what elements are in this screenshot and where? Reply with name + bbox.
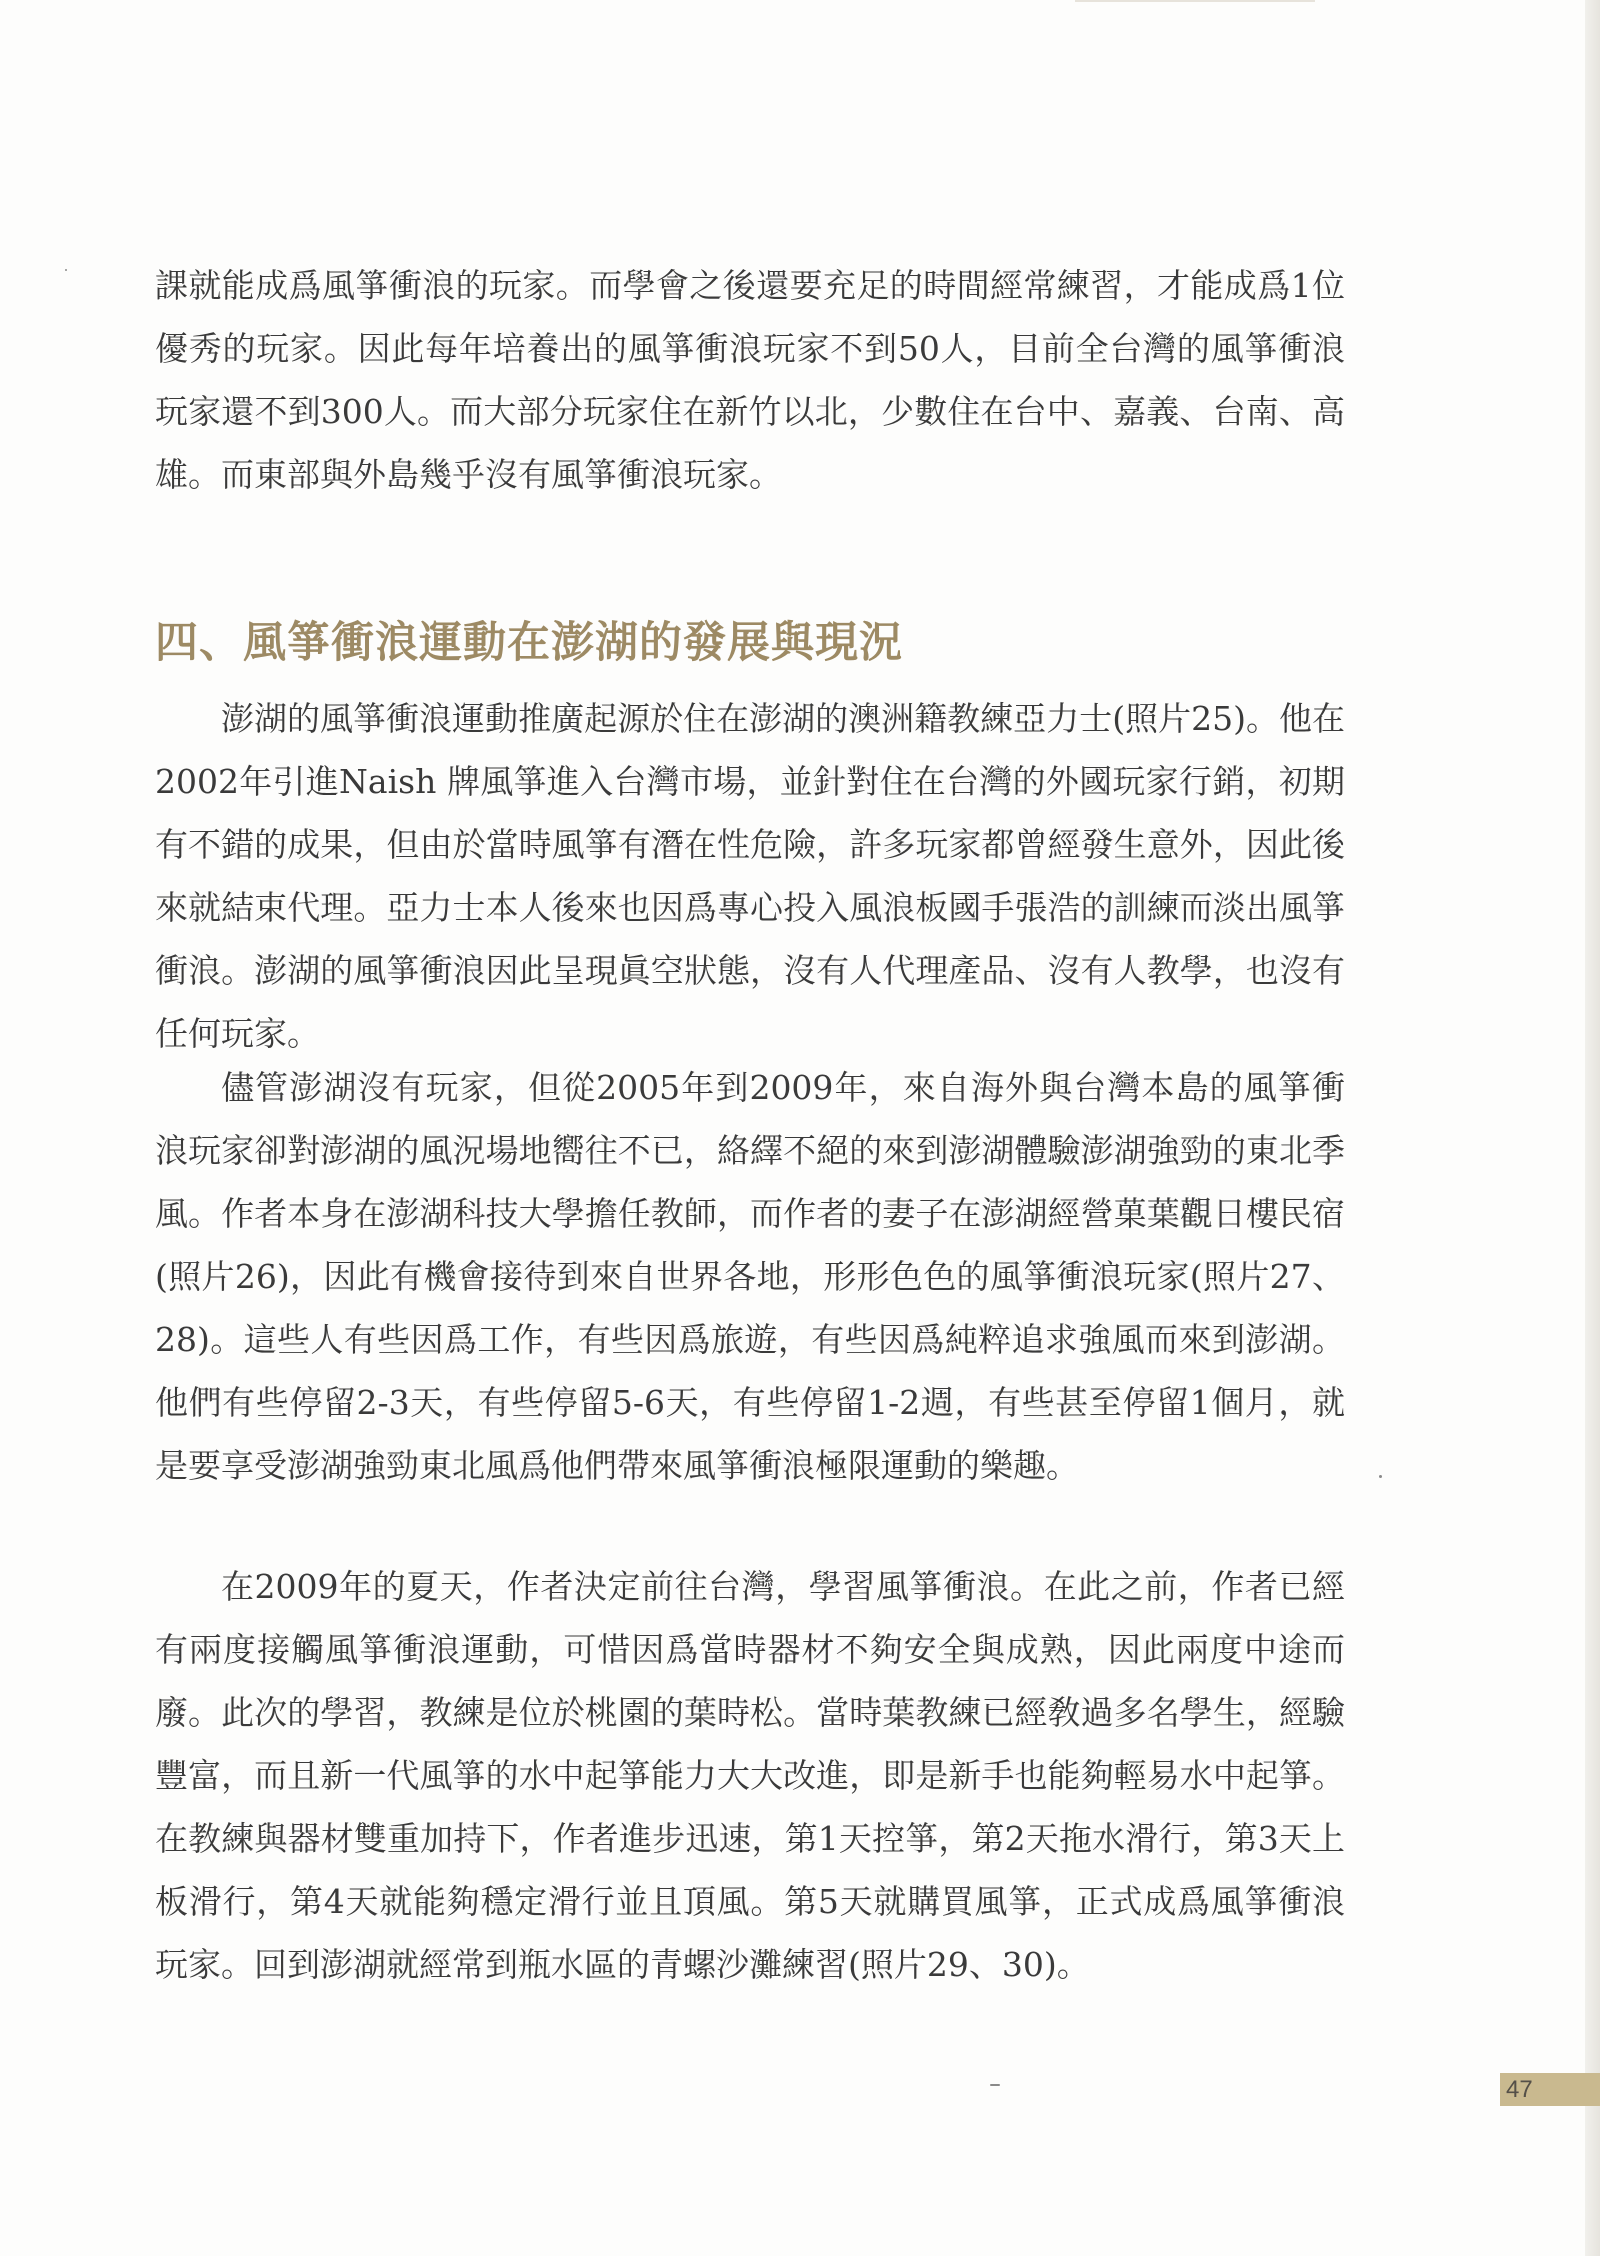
page-edge-shadow	[1585, 0, 1600, 2256]
scan-speck	[65, 269, 67, 271]
scan-speck	[1379, 1475, 1382, 1478]
paragraph-visitors: 儘管澎湖沒有玩家，但從2005年到2009年，來自海外與台灣本島的風箏衝浪玩家卻對澎湖的風況場地嚮往不已，絡繹不絕的來到澎湖體驗澎湖強勁的東北季風。作者本身在澎湖科技大學擔任教師，而作者的妻子在澎湖經營菓葉觀日樓民宿(照片26)，因此有機會接待到來自世界各地，形形色色的風箏衝浪玩家(照片27、28)。這些人有些因爲工作，有些因爲旅遊，有些因爲純粹追求強風而來到澎湖。他們有些停留2-3天，有些停留5-6天，有些停留1-2週，有些甚至停留1個月，就是要享受澎湖強勁東北風爲他們帶來風箏衝浪極限運動的樂趣。	[155, 1068, 1345, 1485]
scan-speck	[990, 2084, 1000, 2086]
paragraph-author-learning: 在2009年的夏天，作者決定前往台灣，學習風箏衝浪。在此之前，作者已經有兩度接觸風箏衝浪運動，可惜因爲當時器材不夠安全與成熟，因此兩度中途而廢。此次的學習，教練是位於桃園的葉時松。當時葉教練已經敎過多名學生，經驗豐富，而且新一代風箏的水中起箏能力大大改進，即是新手也能夠輕易水中起箏。在教練與器材雙重加持下，作者進步迅速，第1天控箏，第2天拖水滑行，第3天上板滑行，第4天就能夠穩定滑行並且頂風。第5天就購買風箏，正式成爲風箏衝浪玩家。回到澎湖就經常到瓶水區的青螺沙灘練習(照片29、30)。	[155, 1567, 1345, 1984]
paragraph-origin: 澎湖的風箏衝浪運動推廣起源於住在澎湖的澳洲籍教練亞力士(照片25)。他在2002年引進Naish 牌風箏進入台灣市場，並針對住在台灣的外國玩家行銷，初期有不錯的成果，但由於當時風箏有潛在性危險，許多玩家都曾經發生意外，因此後來就結束代理。亞力士本人後來也因爲專心投入風浪板國手張浩的訓練而淡出風箏衝浪。澎湖的風箏衝浪因此呈現眞空狀態，沒有人代理產品、沒有人教學，也沒有任何玩家。	[155, 699, 1345, 1053]
top-edge-mark	[1075, 0, 1315, 6]
page-number: 47	[1506, 2076, 1533, 2103]
paragraph-continuation: 課就能成爲風箏衝浪的玩家。而學會之後還要充足的時間經常練習，才能成爲1位優秀的玩家。因此每年培養出的風箏衝浪玩家不到50人，目前全台灣的風箏衝浪玩家還不到300人。而大部分玩家住在新竹以北，少數住在台中、嘉義、台南、高雄。而東部與外島幾乎沒有風箏衝浪玩家。	[155, 266, 1345, 494]
section-heading: 四、風箏衝浪運動在澎湖的發展與現況	[155, 618, 903, 668]
